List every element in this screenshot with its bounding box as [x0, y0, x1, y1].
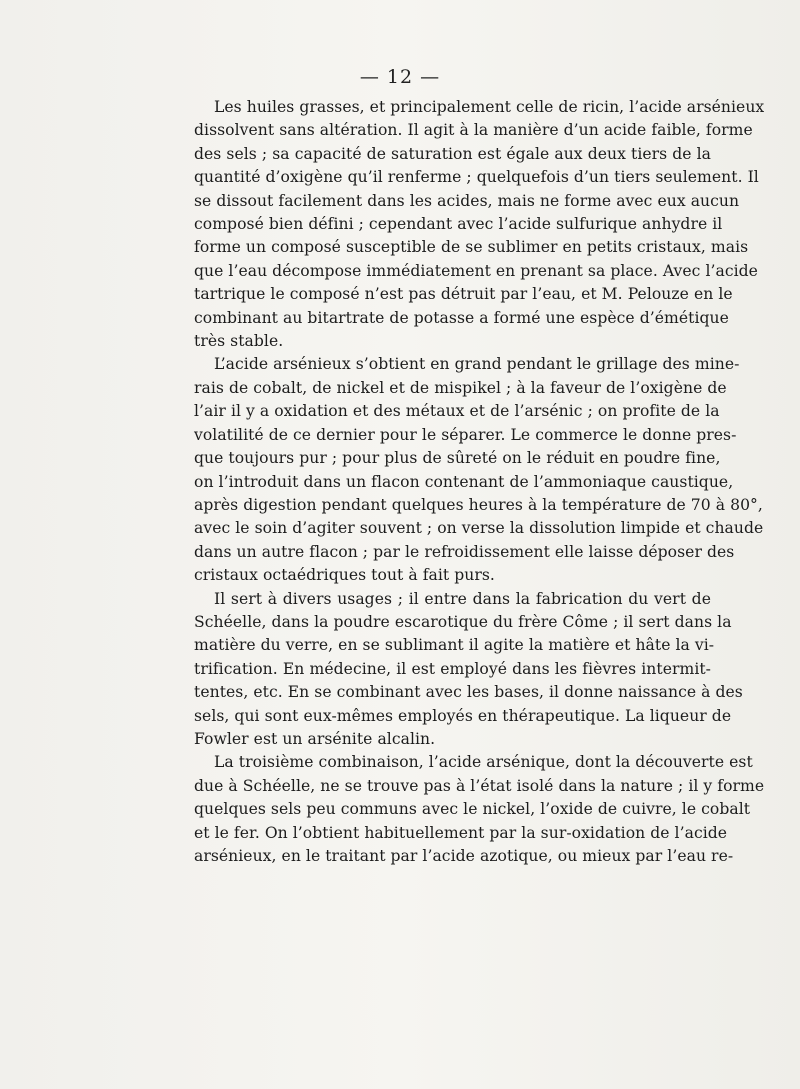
text-line: due à Schéelle, ne se trouve pas à l’état isolé dans la nature ; il y forme — [194, 776, 765, 795]
text-line: Fowler est un arsénite alcalin. — [194, 729, 436, 748]
text-line: tentes, etc. En se combinant avec les bases, il donne naissance à des — [194, 683, 743, 702]
text-line: trification. En médecine, il est employé dans les fièvres intermit- — [194, 659, 711, 678]
text-line: matière du verre, en se sublimant il agite la matière et hâte la vi- — [194, 636, 715, 655]
text-line: quantité d’oxigène qu’il renferme ; quelquefois d’un tiers seulement. Il — [194, 168, 759, 187]
text-line: se dissout facilement dans les acides, mais ne forme avec eux aucun — [194, 191, 740, 210]
text-line: rais de cobalt, de nickel et de mispikel ; à la faveur de l’oxigène de — [194, 378, 727, 397]
text-line: composé bien défini ; cependant avec l’acide sulfurique anhydre il — [194, 215, 723, 234]
text-line: volatilité de ce dernier pour le séparer. Le commerce le donne pres- — [194, 425, 737, 444]
text-line: quelques sels peu communs avec le nickel, l’oxide de cuivre, le cobalt — [194, 800, 751, 819]
text-line: combinant au bitartrate de potasse a formé une espèce d’émétique — [194, 308, 729, 327]
text-line: après digestion pendant quelques heures à la température de 70 à 80°, — [194, 495, 763, 514]
text-line: sels, qui sont eux-mêmes employés en thérapeutique. La liqueur de — [194, 706, 732, 725]
text-line: arsénieux, en le traitant par l’acide azotique, ou mieux par l’eau re- — [194, 847, 734, 865]
text-line: Schéelle, dans la poudre escarotique du frère Côme ; il sert dans la — [194, 612, 732, 631]
text-line: forme un composé susceptible de se sublimer en petits cristaux, mais — [194, 238, 749, 257]
text-line: l’air il y a oxidation et des métaux et de l’arsénic ; on profite de la — [194, 402, 720, 421]
text-line: très stable. — [194, 332, 284, 351]
text-line: cristaux octaédriques tout à fait purs. — [194, 566, 495, 585]
text-line: avec le soin d’agiter souvent ; on verse la dissolution limpide et chaude — [194, 519, 764, 538]
text-line: que toujours pur ; pour plus de sûreté on le réduit en poudre fine, — [194, 449, 721, 468]
text-line: des sels ; sa capacité de saturation est égale aux deux tiers de la — [194, 144, 711, 163]
paragraph-4 — [194, 751, 765, 868]
text-line: Il sert à divers usages ; il entre dans la fabrication du vert de — [214, 589, 711, 608]
text-line: on l’introduit dans un flacon contenant de l’ammoniaque caustique, — [194, 472, 734, 491]
text-line: Les huiles grasses, et principalement celle de ricin, l’acide arsénieux — [214, 98, 765, 116]
text-line: dissolvent sans altération. Il agit à la manière d’un acide faible, forme — [194, 121, 753, 140]
text-line: et le fer. On l’obtient habituellement par la sur-oxidation de l’acide — [194, 823, 728, 842]
text-line: que l’eau décompose immédiatement en prenant sa place. Avec l’acide — [194, 261, 758, 280]
text-line: L’acide arsénieux s’obtient en grand pendant le grillage des mine- — [214, 355, 740, 374]
text-line: tartrique le composé n’est pas détruit par l’eau, et M. Pelouze en le — [194, 285, 733, 304]
paragraph-3 — [194, 588, 743, 752]
paragraph-1 — [194, 96, 765, 353]
text-line: dans un autre flacon ; par le refroidissement elle laisse déposer des — [194, 542, 735, 561]
page-number: — 12 — — [359, 66, 441, 88]
paragraph-2 — [194, 353, 764, 587]
text-line: La troisième combinaison, l’acide arsénique, dont la découverte est — [214, 753, 753, 772]
body-text — [194, 96, 765, 868]
